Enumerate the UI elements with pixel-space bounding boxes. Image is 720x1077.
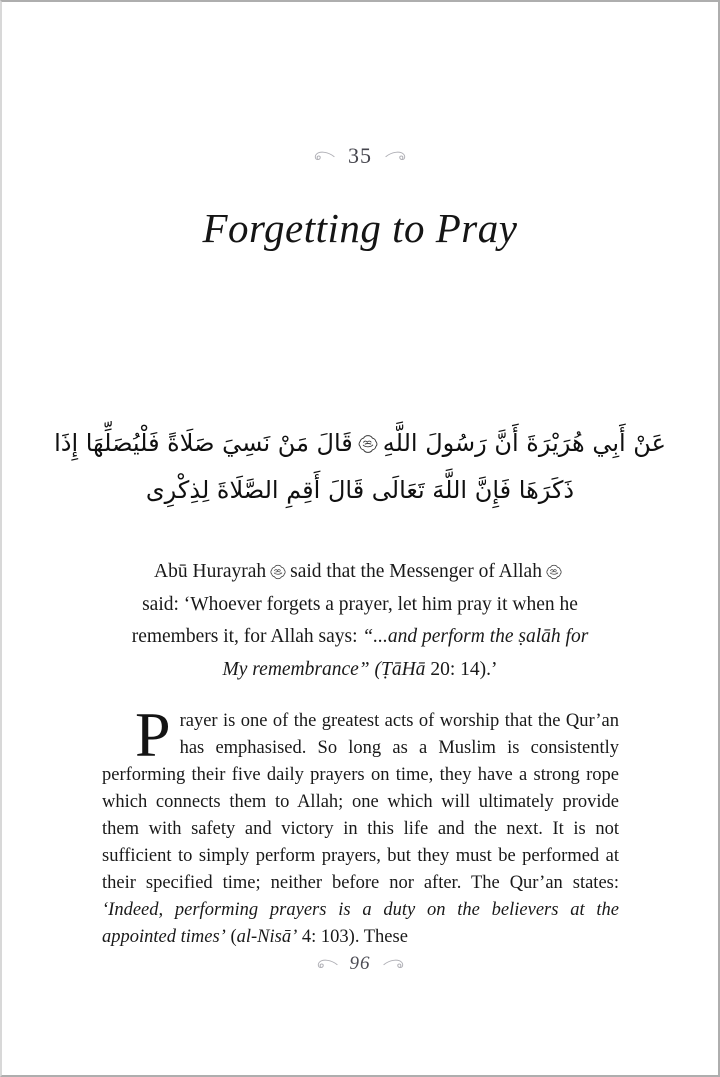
quran-quote: “...and perform the ṣalāh for <box>362 626 589 647</box>
chapter-number: 35 <box>348 143 372 168</box>
hadith-translation <box>107 556 613 686</box>
quran-source: (ṬāHā <box>369 658 426 680</box>
quran-source: al-Nisā’ <box>236 927 298 947</box>
hadith-arabic-line-1 <box>52 420 668 467</box>
page-number: 96 <box>349 953 371 974</box>
translation-text: said: ‘Whoever forgets a prayer, let him pray it when he <box>142 593 578 615</box>
hadith-arabic-line-2 <box>52 467 668 514</box>
flourish-right-icon <box>385 150 410 162</box>
page-footer <box>2 953 718 975</box>
chapter-title: Forgetting to Pray <box>202 205 518 251</box>
hadith-arabic-text: عَنْ أَبِي هُرَيْرَةَ أَنَّ رَسُولَ اللَّهِ <box>382 429 666 457</box>
flourish-left-icon <box>313 958 338 970</box>
body-text: 4: 103). These <box>297 927 408 947</box>
chapter-header <box>2 143 718 169</box>
translation-text: said that the Messenger of Allah <box>290 561 542 582</box>
hadith-arabic-text: ذَكَرَهَا فَإِنَّ اللَّهَ تَعَالَى قَالَ أَقِمِ الصَّلَاةَ لِذِكْرِى <box>145 476 575 504</box>
hadith-arabic-text: قَالَ مَنْ نَسِيَ صَلَاةً فَلْيُصَلِّهَا إِذَا <box>54 429 353 457</box>
body-text: rayer is one of the greatest acts of worship that the Qur’an has emphasised. So long as a Muslim is consistently performing their five daily prayers on time, they have a strong rope which connects them to Allah; one which will ultimately provide them with safety and victory in this life and the next. It is not sufficient to simply perform prayers, but they must be performed at their specified time; neither before nor after. The Qur’an states: <box>102 711 619 893</box>
quran-quote: ‘Indeed, performing prayers is a duty on the believers at the appointed times’ <box>102 900 619 947</box>
flourish-left-icon <box>310 150 335 162</box>
sallallahu-alayhi-wasallam-icon <box>358 434 378 454</box>
flourish-right-icon <box>383 958 408 970</box>
hadith-arabic <box>52 420 668 514</box>
drop-cap: P <box>135 699 171 770</box>
body-text: ( <box>225 927 237 947</box>
body-paragraph <box>102 699 619 951</box>
sallallahu-alayhi-wasallam-icon <box>546 564 562 580</box>
quran-quote: My remembrance” <box>222 658 370 680</box>
narrator-name: Abū Hurayrah <box>154 561 267 582</box>
translation-text: 20: 14).’ <box>425 658 498 680</box>
translation-text: remembers it, for Allah says: <box>131 626 363 647</box>
radiallahu-anhu-icon <box>270 564 286 580</box>
